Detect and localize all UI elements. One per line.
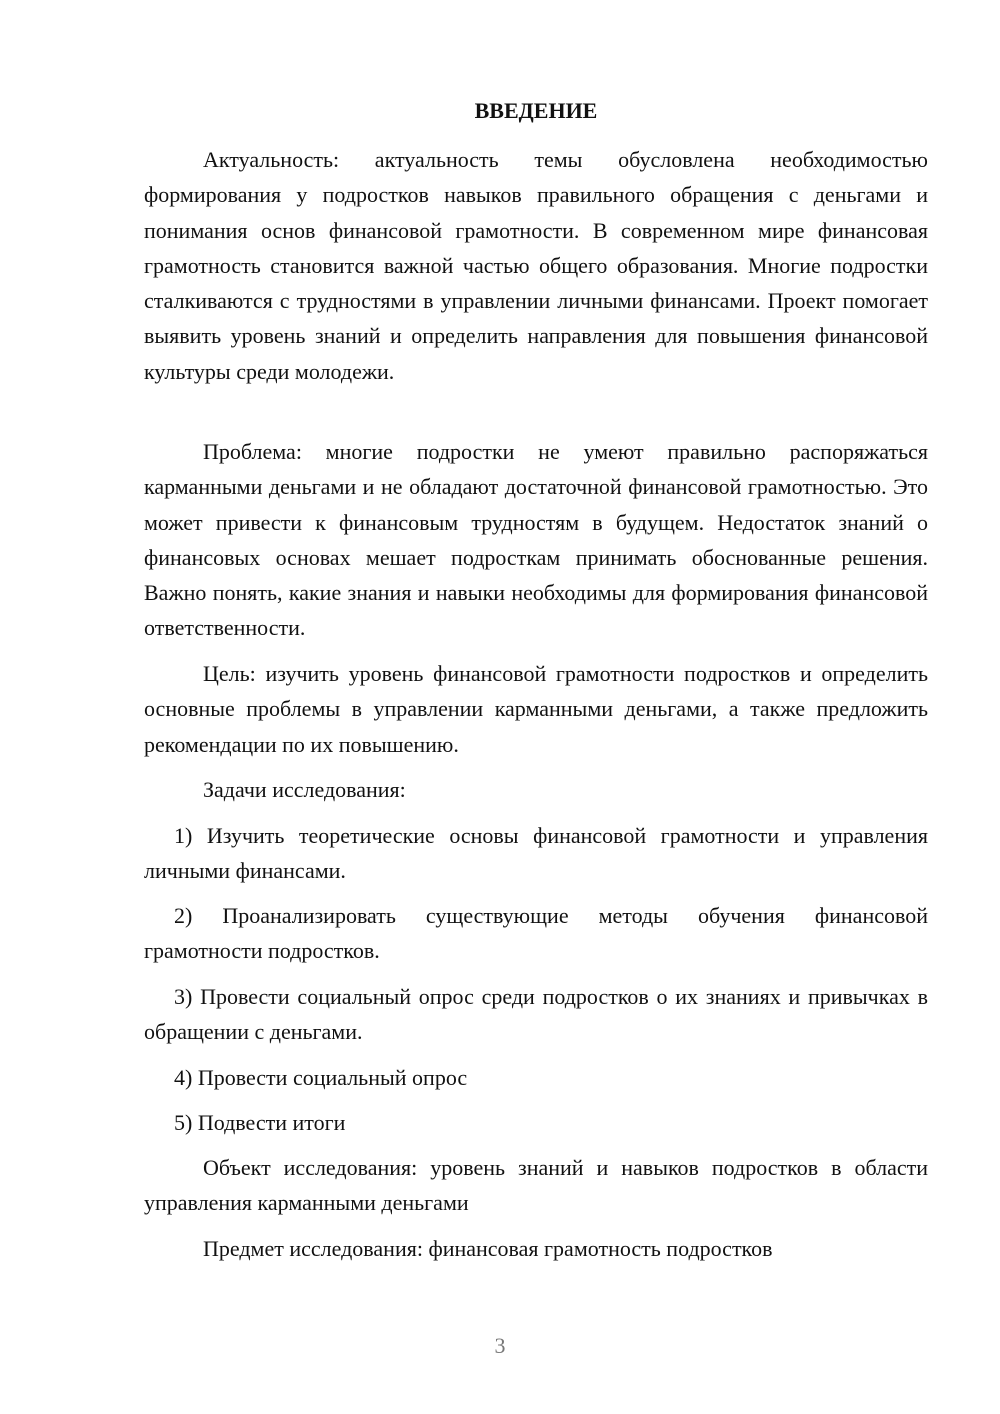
task-item-1: 1) Изучить теоретические основы финансовой грамотности и управления личными финансами. [144,823,928,884]
subject-paragraph: Предмет исследования: финансовая грамотность подростков [203,1236,773,1261]
section-heading: ВВЕДЕНИЕ [474,98,598,123]
task-item-2: 2) Проанализировать существующие методы обучения финансовой грамотности подростков. [144,903,928,964]
task-item-4: 4) Провести социальный опрос [174,1065,468,1090]
problem-paragraph: Проблема: многие подростки не умеют правильно распоряжаться карманными деньгами и не обладают достаточной финансовой грамотностью. Это может привести к финансовым трудностям в будущем. Недостаток знаний о финансовых основах мешает подросткам принимать обоснованные решения. Важно понять, какие знания и навыки необходимы для формирования финансовой ответственности. [144,439,928,641]
task-item-3: 3) Провести социальный опрос среди подростков о их знаниях и привычках в обращении с деньгами. [144,984,928,1045]
task-item-5: 5) Подвести итоги [174,1110,346,1135]
page-number: 3 [494,1333,506,1358]
object-paragraph: Объект исследования: уровень знаний и навыков подростков в области управления карманными деньгами [144,1155,928,1216]
goal-paragraph: Цель: изучить уровень финансовой грамотности подростков и определить основные проблемы в управлении карманными деньгами, а также предложить рекомендации по их повышению. [144,661,928,757]
relevance-paragraph: Актуальность: актуальность темы обусловлена необходимостью формирования у подростков навыков правильного обращения с деньгами и понимания основ финансовой грамотности. В современном мире финансовая грамотность становится важной частью общего образования. Многие подростки сталкиваются с трудностями в управлении личными финансами. Проект помогает выявить уровень знаний и определить направления для повышения финансовой культуры среди молодежи. [144,147,928,384]
tasks-title: Задачи исследования: [203,777,406,802]
